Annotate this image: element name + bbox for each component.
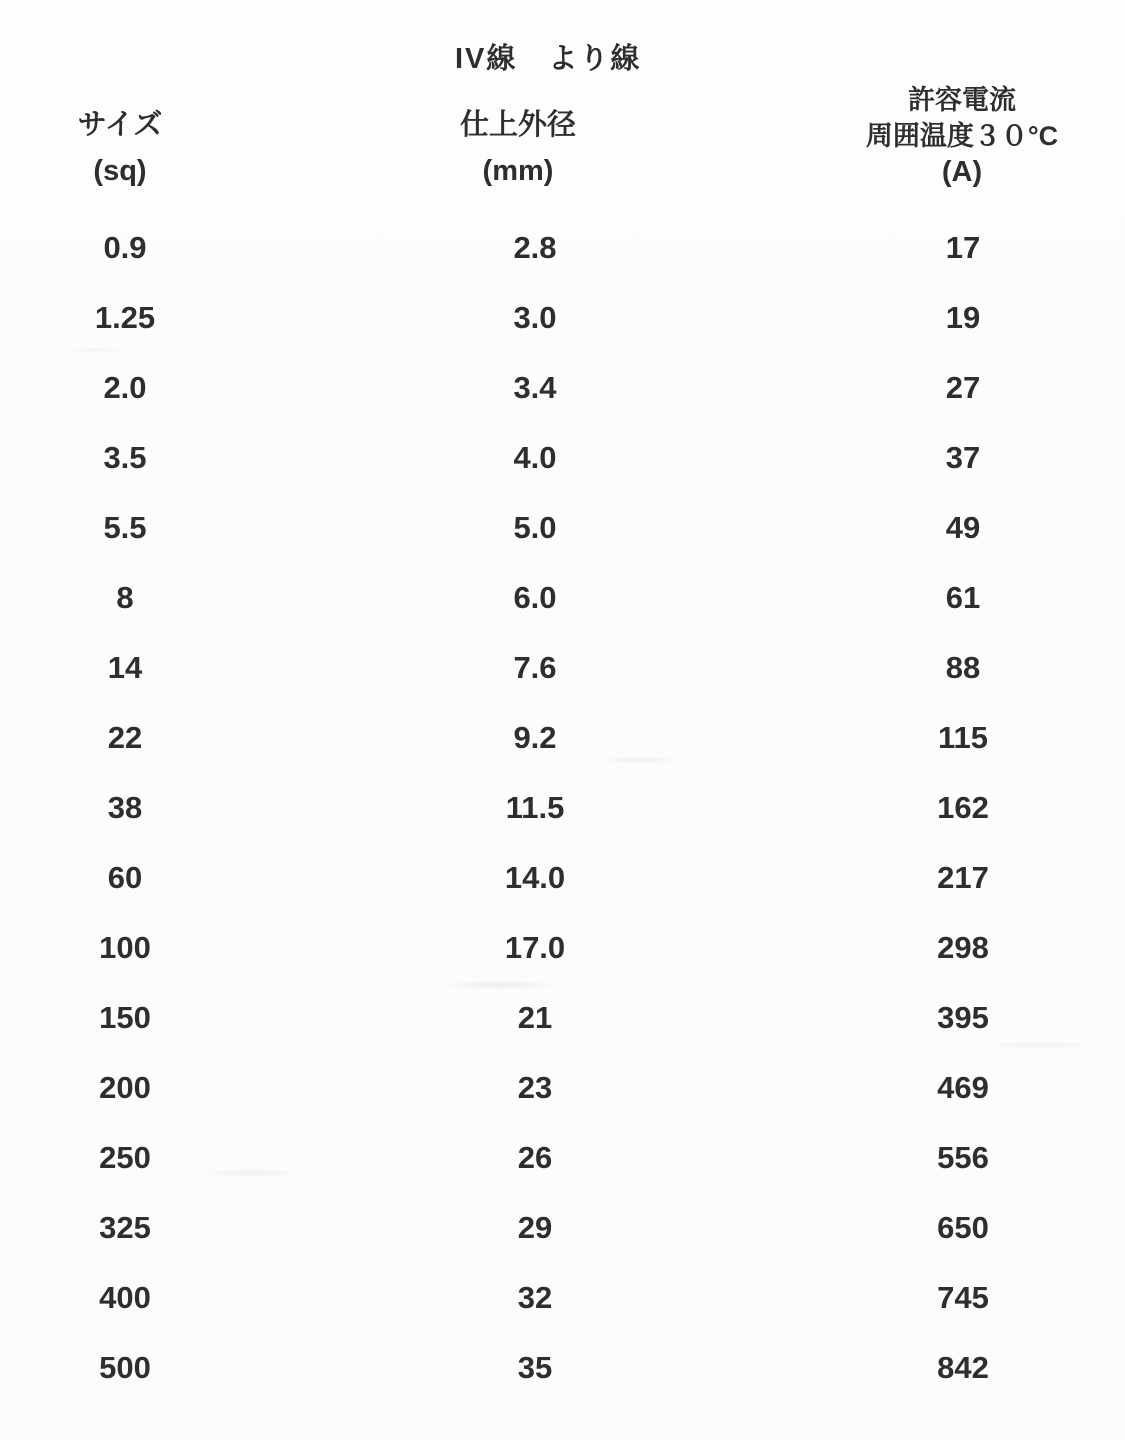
current-cell: 19: [945, 300, 981, 335]
size-cell: 38: [107, 790, 143, 825]
header-diameter-unit: (mm): [482, 155, 554, 187]
table-row: [0, 493, 1125, 563]
table-row: [0, 1193, 1125, 1263]
current-cell: 298: [937, 930, 989, 965]
current-cell: 162: [937, 790, 989, 825]
diameter-cell: 23: [517, 1070, 553, 1105]
current-cell: 27: [945, 370, 981, 405]
table-row: [0, 703, 1125, 773]
table-row: [0, 843, 1125, 913]
diameter-cell: 35: [517, 1350, 553, 1385]
table-row: [0, 1053, 1125, 1123]
current-cell: 17: [945, 230, 981, 265]
diameter-cell: 29: [517, 1210, 553, 1245]
table-row: [0, 283, 1125, 353]
diameter-cell: 7.6: [513, 650, 557, 685]
diameter-cell: 4.0: [513, 440, 557, 475]
current-cell: 556: [937, 1140, 989, 1175]
header-size-unit: (sq): [93, 155, 147, 187]
diameter-cell: 11.5: [505, 790, 565, 825]
header-current-unit: (A): [941, 156, 983, 188]
diameter-cell: 2.8: [513, 230, 557, 265]
table-row: [0, 773, 1125, 843]
size-cell: 2.0: [103, 370, 147, 405]
size-cell: 325: [99, 1210, 151, 1245]
table-row: [0, 1263, 1125, 1333]
size-cell: 14: [107, 650, 143, 685]
current-cell: 842: [937, 1350, 989, 1385]
current-cell: 37: [945, 440, 981, 475]
size-cell: 22: [107, 720, 143, 755]
header-current-label: 許容電流: [907, 85, 1016, 115]
header-diameter-label: 仕上外径: [459, 109, 577, 141]
size-cell: 60: [107, 860, 143, 895]
current-cell: 469: [937, 1070, 989, 1105]
page-title: IV線 より線: [455, 43, 642, 75]
size-cell: 500: [99, 1350, 151, 1385]
size-cell: 100: [99, 930, 151, 965]
diameter-cell: 26: [517, 1140, 553, 1175]
size-cell: 400: [99, 1280, 151, 1315]
table-row: [0, 213, 1125, 283]
table-row: [0, 633, 1125, 703]
diameter-cell: 3.4: [513, 370, 557, 405]
diameter-cell: 17.0: [504, 930, 566, 965]
current-cell: 745: [937, 1280, 989, 1315]
diameter-cell: 21: [517, 1000, 553, 1035]
table-row: [0, 913, 1125, 983]
diameter-cell: 9.2: [513, 720, 557, 755]
header-diameter-column: [460, 102, 576, 194]
size-cell: 200: [99, 1070, 151, 1105]
table-body: [0, 213, 1125, 1403]
table-row: [0, 983, 1125, 1053]
current-cell: 115: [937, 720, 988, 755]
current-cell: 395: [937, 1000, 989, 1035]
current-cell: 61: [945, 580, 981, 615]
table-row: [0, 353, 1125, 423]
header-current-condition: 周囲温度３０°C: [865, 121, 1059, 151]
size-cell: 0.9: [103, 230, 147, 265]
header-current-column: [866, 82, 1058, 190]
table-row: [0, 1333, 1125, 1403]
current-cell: 88: [945, 650, 981, 685]
size-cell: 5.5: [103, 510, 147, 545]
diameter-cell: 14.0: [504, 860, 566, 895]
current-cell: 650: [937, 1210, 989, 1245]
diameter-cell: 3.0: [513, 300, 557, 335]
size-cell: 150: [99, 1000, 151, 1035]
diameter-cell: 5.0: [513, 510, 557, 545]
table-row: [0, 1123, 1125, 1193]
size-cell: 1.25: [94, 300, 156, 335]
current-cell: 217: [937, 860, 989, 895]
table-row: [0, 563, 1125, 633]
header-size-label: サイズ: [77, 109, 163, 141]
current-cell: 49: [945, 510, 981, 545]
diameter-cell: 32: [517, 1280, 553, 1315]
table-row: [0, 423, 1125, 493]
header-size-column: [78, 102, 163, 194]
size-cell: 3.5: [103, 440, 147, 475]
size-cell: 250: [99, 1140, 151, 1175]
size-cell: 8: [116, 580, 134, 615]
diameter-cell: 6.0: [513, 580, 557, 615]
